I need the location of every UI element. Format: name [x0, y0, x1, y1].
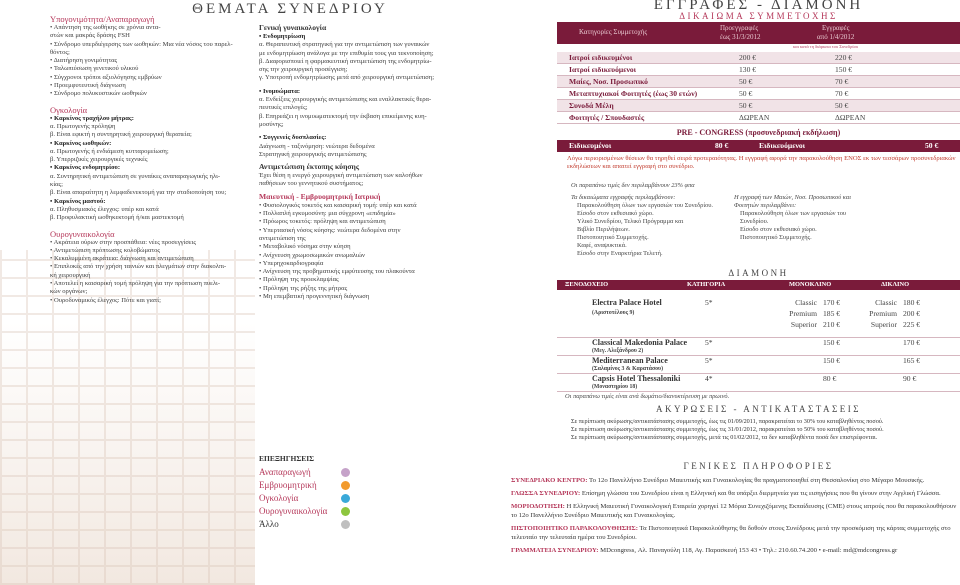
- topic-line: Στρατηγική χειρουργικής αντιμετώπισης: [259, 150, 367, 158]
- topic-line: θόντος;: [50, 48, 70, 56]
- fee-late: 150 €: [835, 65, 853, 74]
- topic-line: με ενδομητρίωση ανάλογα με την επιθυμία τους για τεκνοποίηση;: [259, 49, 434, 57]
- fees-subtitle: ΔΙΚΑΙΩΜΑ ΣΥΜΜΕΤΟΧΗΣ: [679, 11, 838, 21]
- topic-line: • Σύνδρομο υπερδιέγερσης των ωοθηκών: Μια νέα νόσος του παρελ-: [50, 40, 233, 48]
- info-value: Επίσημη γλώσσα του Συνεδρίου είναι η Ελληνική και θα υπάρξει διερμηνεία για τις εισηγήσεις που θα γίνουν στην Αγγλική Γλώσσα.: [581, 490, 941, 497]
- topic-line: • Ταλωπιύσωση γενετικού υλικού: [50, 65, 139, 73]
- topic-line: β. Υπερριζικές χειρουργικές τεχνικές: [50, 156, 148, 164]
- single-price: 210 €: [823, 320, 841, 329]
- pre-residents-label: Ειδικευόμενοι: [759, 141, 806, 150]
- fee-late: 220 €: [835, 53, 853, 62]
- fee-category: Ιατροί ειδικευόμενοι: [569, 65, 636, 74]
- hotel-name: Classical Makedonia Palace: [592, 338, 688, 347]
- hotel-address: (Αριστοτέλους 9): [592, 310, 635, 316]
- hotel-address: (Μεγ. Αλεξάνδρου 2): [592, 348, 644, 354]
- topic-line: α. Θεραπευτική στρατηγική για την αντιμετώπιση των γυναικών: [259, 41, 430, 49]
- cancellation-item: Σε περίπτωση ακύρωσης/αντικατάστασης συμμετοχής, έως τις 01/09/2011, παρακρατείται το 30% του καταβληθέντος ποσού.: [571, 418, 884, 425]
- topic-line: β. Επηρεάζει η ινομυωματεκτομή την έκβαση επικείμενης κυη-: [259, 112, 427, 120]
- legend-item: [259, 493, 409, 506]
- inclusions-left-title: Τα δικαιώματα εγγραφής περιλαμβάνουν:: [571, 194, 676, 201]
- topic-line: • Υπερηχοκαρδιογραφία: [259, 259, 324, 267]
- single-price: 80 €: [823, 374, 837, 383]
- fee-header-category: Κατηγορίες Συμμετοχής: [579, 28, 648, 36]
- fee-category: Ιατροί ειδικευμένοι: [569, 53, 633, 62]
- topic-line: • Μεταβολικό νόσημα στην κύηση: [259, 243, 351, 251]
- topic-line: • Καρκίνος ενδομητρίου:: [50, 164, 121, 172]
- double-type: Classic: [875, 298, 897, 307]
- hotel-price-note: Οι παραπάνω τιμές είναι ανά δωμάτιο/διανυκτέρευση με πρωινό.: [565, 393, 730, 400]
- topics-title: ΘΕΜΑΤΑ ΣΥΝΕΔΡΙΟΥ: [192, 1, 388, 17]
- vat-note: Οι παραπάνω τιμές δεν περιλαμβάνουν 23% φπα: [571, 182, 695, 189]
- fee-late: ΔΩΡΕΑΝ: [835, 113, 866, 122]
- inclusion-item: Πιστοποιητικό Συμμετοχής.: [577, 234, 649, 241]
- fee-header-late: Εγγραφές: [822, 24, 850, 32]
- fee-table-header: [557, 22, 960, 44]
- double-price: 180 €: [903, 298, 921, 307]
- topics-column-left: [0, 0, 255, 585]
- topic-line: • Φυσιολογικός τοκετός και καισαρική τομή: υπέρ και κατά: [259, 201, 417, 209]
- topic-line: Έχει θέση η ενεργό χειρουργική αντιμετώπιση των καλοήθων: [259, 172, 423, 180]
- accommodation-title: ΔΙΑΜΟΝΗ: [728, 268, 789, 278]
- legend-label: Εμβρυομητρική: [259, 480, 317, 490]
- legend-title: ΕΠΕΞΗΓΗΣΕΙΣ: [259, 454, 315, 463]
- legend-label: Άλλο: [259, 519, 279, 529]
- double-price: 90 €: [903, 374, 917, 383]
- fee-early: 50 €: [739, 101, 753, 110]
- topic-line: • Μη επεμβατική προγεννητική διάγνωση: [259, 293, 370, 301]
- double-price: 165 €: [903, 356, 921, 365]
- topic-line: • Ενδομητρίωση: [259, 33, 306, 40]
- hotel-row: [557, 338, 960, 356]
- topic-line: • Επιπλοκές από την χρήση ταινιών και πλεγμάτων στην διακολπι-: [50, 263, 227, 271]
- info-key: ΜΟΡΙΟΔΟΤΗΣΗ:: [511, 503, 565, 510]
- topic-heading: Αντιμετώπιση έκτοπης κύησης: [259, 162, 360, 172]
- topic-line: • Συγγενείς δυσπλασίες:: [259, 134, 327, 142]
- info-key: ΓΛΩΣΣΑ ΣΥΝΕΔΡΙΟΥ:: [511, 490, 581, 497]
- legend-item: [259, 506, 409, 519]
- topic-line: κή χειρουργική: [50, 271, 91, 279]
- topic-line: β. Είναι εφικτή η συντηρητική χειρουργική θεραπεία;: [50, 131, 192, 139]
- topic-line: • Ουροδυναμικός έλεγχος: Πότε και γιατί;: [50, 296, 161, 304]
- topic-line: • Προεμφυτευτική διάγνωση: [50, 82, 126, 90]
- fee-category: Συνοδά Μέλη: [569, 101, 614, 110]
- info-paragraph: [511, 489, 957, 498]
- inclusion-item: Πιστοποιητικό Συμμετοχής.: [740, 234, 812, 241]
- topic-line: α. Συντηρητική αντιμετώπιση σε γυναίκες αναπαραγωγικής ηλι-: [50, 172, 221, 180]
- topic-line: αντιμετώπιση της: [259, 234, 306, 242]
- topic-line: β. Διαφορισποιεί η φαρμακευτική αντιμετώπιση της ενδομητρίω-: [259, 57, 432, 65]
- hotel-row: [557, 356, 960, 374]
- topic-heading: Γενική γυναικολογία: [259, 23, 327, 32]
- double-type: Premium: [869, 309, 897, 318]
- topic-line: Διάγνωση - ταξινόμηση: νεώτερα δεδομένα: [259, 142, 375, 150]
- topic-line: α. Ενδείξεις χειρουργικής αντιμετώπισης και εναλλακτικές θερα-: [259, 96, 432, 104]
- fee-row: [557, 52, 960, 64]
- topic-line: • Πρόληψη της προεκλαμψίας: [259, 276, 339, 284]
- single-type: Classic: [795, 298, 817, 307]
- cancellation-item: Σε περίπτωση ακύρωσης/αντικατάστασης συμμετοχής, έως τις 31/01/2012, παρακρατείται το 50% του καταβληθέντος ποσού.: [571, 426, 884, 433]
- hotel-stars: 5*: [705, 356, 713, 365]
- legend-label: Ογκολογία: [259, 493, 299, 503]
- legend: [259, 454, 409, 532]
- topic-line: κίας;: [50, 181, 63, 189]
- double-price: 225 €: [903, 320, 921, 329]
- single-price: 150 €: [823, 356, 841, 365]
- single-type: Premium: [789, 309, 817, 318]
- hotel-row: [557, 374, 960, 392]
- topic-line: μοσύνης;: [259, 120, 284, 128]
- topic-heading: Ουρογυναικολογία: [50, 228, 115, 239]
- legend-dot: [341, 494, 350, 503]
- hotel-header-single: ΜΟΝΟΚΛΙΝΟ: [789, 281, 832, 288]
- fee-late: 70 €: [835, 77, 849, 86]
- info-key: ΣΥΝΕΔΡΙΑΚΟ ΚΕΝΤΡΟ:: [511, 477, 588, 484]
- topic-line: • Ανίχνευση χρωμοσωμικών ανωμαλιών: [259, 251, 366, 259]
- info-value: Η Ελληνική Μαιευτική Γυναικολογική Εταιρεία χορηγεί 12 Μόρια Συνεχιζόμενης Εκπαίδευσης (CME) στους ιατρούς που θα παρακολουθήσουν το 12ο Πανελλήνιο Συνέδριο Μαιευτικής και Γυναικολογίας.: [511, 503, 957, 519]
- single-type: Superior: [790, 320, 817, 329]
- single-price: 170 €: [823, 298, 841, 307]
- legend-dot: [341, 481, 350, 490]
- info-paragraph: [511, 524, 957, 542]
- info-paragraph: [511, 546, 957, 555]
- hotel-name: Capsis Hotel Thessaloniki: [592, 374, 681, 383]
- inclusion-item: Παρακολούθηση όλων των εργασιών του Συνεδρίου.: [740, 210, 847, 225]
- topic-line: • Απάντηση της ωοθήκης σε χρόνια αντα-: [50, 24, 161, 31]
- legend-dot: [341, 468, 350, 477]
- hotel-stars: 5*: [705, 298, 713, 307]
- fee-early: 200 €: [739, 53, 757, 62]
- inclusion-item: Υλικό Συνεδρίου, Τελικό Πρόγραμμα και: [577, 218, 684, 225]
- info-value: MDcongress, Αλ. Παναγούλη 118, Αγ. Παρασκευή 153 43 • Τηλ.: 210.60.74.200 • e-mail: md@mdcongress.gr: [600, 547, 898, 554]
- fee-header-late-date: από 1/4/2012: [817, 33, 855, 41]
- fee-early: ΔΩΡΕΑΝ: [739, 113, 770, 122]
- single-price: 185 €: [823, 309, 841, 318]
- topic-line: • Πολλαπλή εγκυμοσύνη: μια σύγχρονη «επιδημία»: [259, 210, 396, 218]
- hotel-address: (Σαλαμίνος 3 & Καρατάσου): [592, 366, 664, 372]
- topic-line: • Καρκίνος ωοθηκών:: [50, 139, 112, 147]
- inclusions-right-title: Η εγγραφή των Μαιών, Νοσ. Προσωπικού και Φοιτητών περιλαμβάνει:: [734, 194, 851, 209]
- hotel-stars: 4*: [705, 374, 713, 383]
- topic-line: • Καρκίνος τραχήλου μήτρας:: [50, 114, 134, 122]
- hotel-name: Mediterranean Palace: [592, 356, 668, 365]
- fee-category: Φοιτητές / Σπουδαστές: [569, 113, 645, 122]
- double-price: 200 €: [903, 309, 921, 318]
- priority-note: Λόγω περιορισμένων θέσεων θα τηρηθεί σειρά προτεραιότητας. Η εγγραφή αφορά την παρακολούθηση ΕΝΟΣ εκ των τεσσάρων προσυνεδριακών εκδηλώσεων και απαιτεί εγγραφή στο συνέδριο.: [567, 155, 956, 170]
- fee-early: 50 €: [739, 89, 753, 98]
- hotel-header-double: ΔΙΚΛΙΝΟ: [881, 281, 910, 288]
- fee-row: [557, 64, 960, 76]
- fee-header-early: Προεγγραφές: [720, 24, 759, 32]
- topic-line: παθήσεων του γεννητικού συστήματος;: [259, 180, 364, 188]
- single-price: 150 €: [823, 338, 841, 347]
- topic-line: • Υπερτασική νόσος κύησης: νεώτερα δεδομένα στην: [259, 226, 401, 234]
- topic-line: • Ακράτεια ούρων στην προσπάθεια: νέες προσεγγίσεις: [50, 238, 197, 246]
- inclusion-item: Είσοδο στην Εναρκτήρια Τελετή.: [577, 250, 663, 257]
- info-key: ΠΙΣΤΟΠΟΙΗΤΙΚΟ ΠΑΡΑΚΟΛΟΥΘΗΣΗΣ:: [511, 525, 638, 532]
- fee-late: 70 €: [835, 89, 849, 98]
- info-value: Το 12ο Πανελλήνιο Συνέδριο Μαιευτικής και Γυναικολογίας θα πραγματοποιηθεί στη Θεσσαλονίκη στο Μέγαρο Μουσικής.: [589, 477, 925, 484]
- topic-line: α. Πληθυσμιακός έλεγχος: υπέρ και κατά: [50, 205, 159, 213]
- legend-label: Ουρογυναικολογία: [259, 506, 328, 516]
- hotel-header-category: ΚΑΤΗΓΟΡΙΑ: [687, 281, 726, 288]
- topic-line: α. Πρωτογενής ή ενδιάμεση κυτταρομείωση;: [50, 147, 169, 155]
- hotel-address: (Μοναστηρίου 18): [592, 384, 638, 390]
- inclusions-right: [734, 194, 874, 242]
- fee-category: Μεταπτυχιακοί Φοιτητές (έως 30 ετών): [569, 89, 698, 98]
- info-paragraph: [511, 476, 957, 485]
- precongress-title: PRE - CONGRESS (προσυνεδριακή εκδήλωση): [676, 128, 841, 137]
- topics-body: [0, 0, 255, 305]
- pre-specialists-label: Ειδικευμένοι: [569, 141, 612, 150]
- info-value: Τα Πιστοποιητικά Παρακολούθησης θα δοθούν στους Συνέδρους μετά την προσκόμιση της κάρτας συμμετοχής στο τελευταίο την τελευταία ημέρα του Συνεδρίου.: [511, 525, 951, 541]
- topic-line: • Διατήρηση γονιμότητας: [50, 57, 118, 65]
- topic-line: σης την χειρουργική προσέγγιση;: [259, 66, 348, 74]
- topic-line: • Πρόωρος τοκετός: πρόληψη και αντιμετώπιση: [259, 218, 386, 226]
- topic-heading: Υπογονιμότητα/Αναπαραγωγή: [50, 14, 155, 24]
- topic-line: • Κεκαλυμμένη ακράτεια: διάγνωση και αντιμετώπιση: [50, 255, 194, 263]
- fee-header-note: και κατά τη διάρκεια του Συνεδρίου: [793, 44, 859, 49]
- inclusions-left: [571, 194, 761, 258]
- topic-line: στών και μακράς δράσης FSH: [50, 32, 130, 40]
- double-price: 170 €: [903, 338, 921, 347]
- fee-row: [557, 112, 960, 124]
- fee-early: 130 €: [739, 65, 757, 74]
- fee-row: [557, 100, 960, 112]
- pre-specialists-value: 80 €: [715, 141, 729, 150]
- cancellation-item: Σε περίπτωση ακύρωσης/αντικατάστασης συμμετοχής, μετά τις 01/02/2012, τα δεν καταβληθέντα ποσά δεν επιστρέφονται.: [571, 434, 878, 441]
- inclusion-item: Βιβλίο Περιλήψεων.: [577, 226, 630, 233]
- fee-row: [557, 76, 960, 88]
- topic-line: • Ινομυώματα:: [259, 87, 301, 95]
- topic-line: • Αποτελεί η καισαρική τομή πρόληψη για την πρόπτωση πυελι-: [50, 280, 221, 288]
- topic-heading: Μαιευτική - Εμβρυομητρική Ιατρική: [259, 191, 381, 201]
- info-key: ΓΡΑΜΜΑΤΕΙΑ ΣΥΝΕΔΡΙΟΥ:: [511, 547, 599, 554]
- fee-late: 50 €: [835, 101, 849, 110]
- hotel-name: Electra Palace Hotel: [592, 298, 662, 307]
- precongress-row: [557, 140, 960, 152]
- inclusion-item: Καφέ, αναψυκτικά.: [577, 242, 627, 249]
- cancellation-title: ΑΚΥΡΩΣΕΙΣ - ΑΝΤΙΚΑΤΑΣΤΑΣΕΙΣ: [656, 404, 861, 414]
- fee-category: Μαίες, Νοσ. Προσωπικό: [569, 77, 648, 86]
- topic-line: • Σύνδρομο πολυκυστικών ωοθηκών: [50, 90, 147, 98]
- topic-line: • Πρόληψη της ρήξης της μήτρας: [259, 284, 348, 292]
- fee-early: 50 €: [739, 77, 753, 86]
- hotel-table-header: [557, 280, 960, 290]
- topic-line: • Καρκίνος μαστού:: [50, 197, 106, 205]
- legend-label: Αναπαραγωγή: [259, 467, 311, 477]
- topic-line: α. Πρωτογενής πρόληψη: [50, 122, 116, 130]
- info-paragraph: [511, 502, 957, 520]
- general-info-title: ΓΕΝΙΚΕΣ ΠΛΗΡΟΦΟΡΙΕΣ: [683, 461, 834, 471]
- topics-column-right: [255, 0, 555, 585]
- registration-title: ΕΓΓΡΑΦΕΣ - ΔΙΑΜΟΝΗ: [653, 0, 864, 13]
- topic-line: γ. Υποτροπή ενδομητρίωσης μετά από χειρουργική αντιμετώπιση;: [259, 74, 435, 82]
- legend-item: [259, 519, 409, 532]
- topic-line: • Αντιμετώπιση πρόπτωσης κολοβώματος: [50, 246, 161, 254]
- hotel-stars: 5*: [705, 338, 713, 347]
- legend-dot: [341, 507, 350, 516]
- fee-row: [557, 88, 960, 100]
- topic-line: πευτικές επιλογές;: [259, 104, 308, 112]
- inclusion-item: Είσοδο στον εκθεσιακό χώρο.: [740, 226, 817, 233]
- topic-line: κών οργάνων;: [50, 288, 88, 296]
- double-type: Superior: [870, 320, 897, 329]
- topic-line: • Ανίχνευση της προβηματικής εμφύτευσης του πλακούντα: [259, 268, 415, 276]
- legend-item: [259, 480, 409, 493]
- fee-header-early-date: έως 31/3/2012: [720, 33, 761, 41]
- topic-line: β. Είναι απαραίτητη η λεμφαδενεκτομή για την σταδιοποίηση του;: [50, 189, 227, 197]
- topic-heading: Ογκολογία: [50, 104, 88, 115]
- legend-dot: [341, 520, 350, 529]
- hotel-row: [557, 298, 960, 338]
- pre-residents-value: 50 €: [925, 141, 939, 150]
- legend-item: [259, 467, 409, 480]
- topic-line: β. Προφυλακτική ωοθηκεκτομή ή/και μαστεκτομή: [50, 214, 184, 222]
- topic-line: • Σύγχρονοι τρόποι αξιολόγησης εμβρύων: [50, 73, 162, 81]
- inclusion-item: Παρακολούθηση όλων των εργασιών του Συνεδρίου.: [577, 202, 714, 209]
- inclusion-item: Είσοδο στον εκθεσιακό χώρο.: [577, 210, 654, 217]
- hotel-header-hotel: ΞΕΝΟΔΟΧΕΙΟ: [565, 281, 609, 288]
